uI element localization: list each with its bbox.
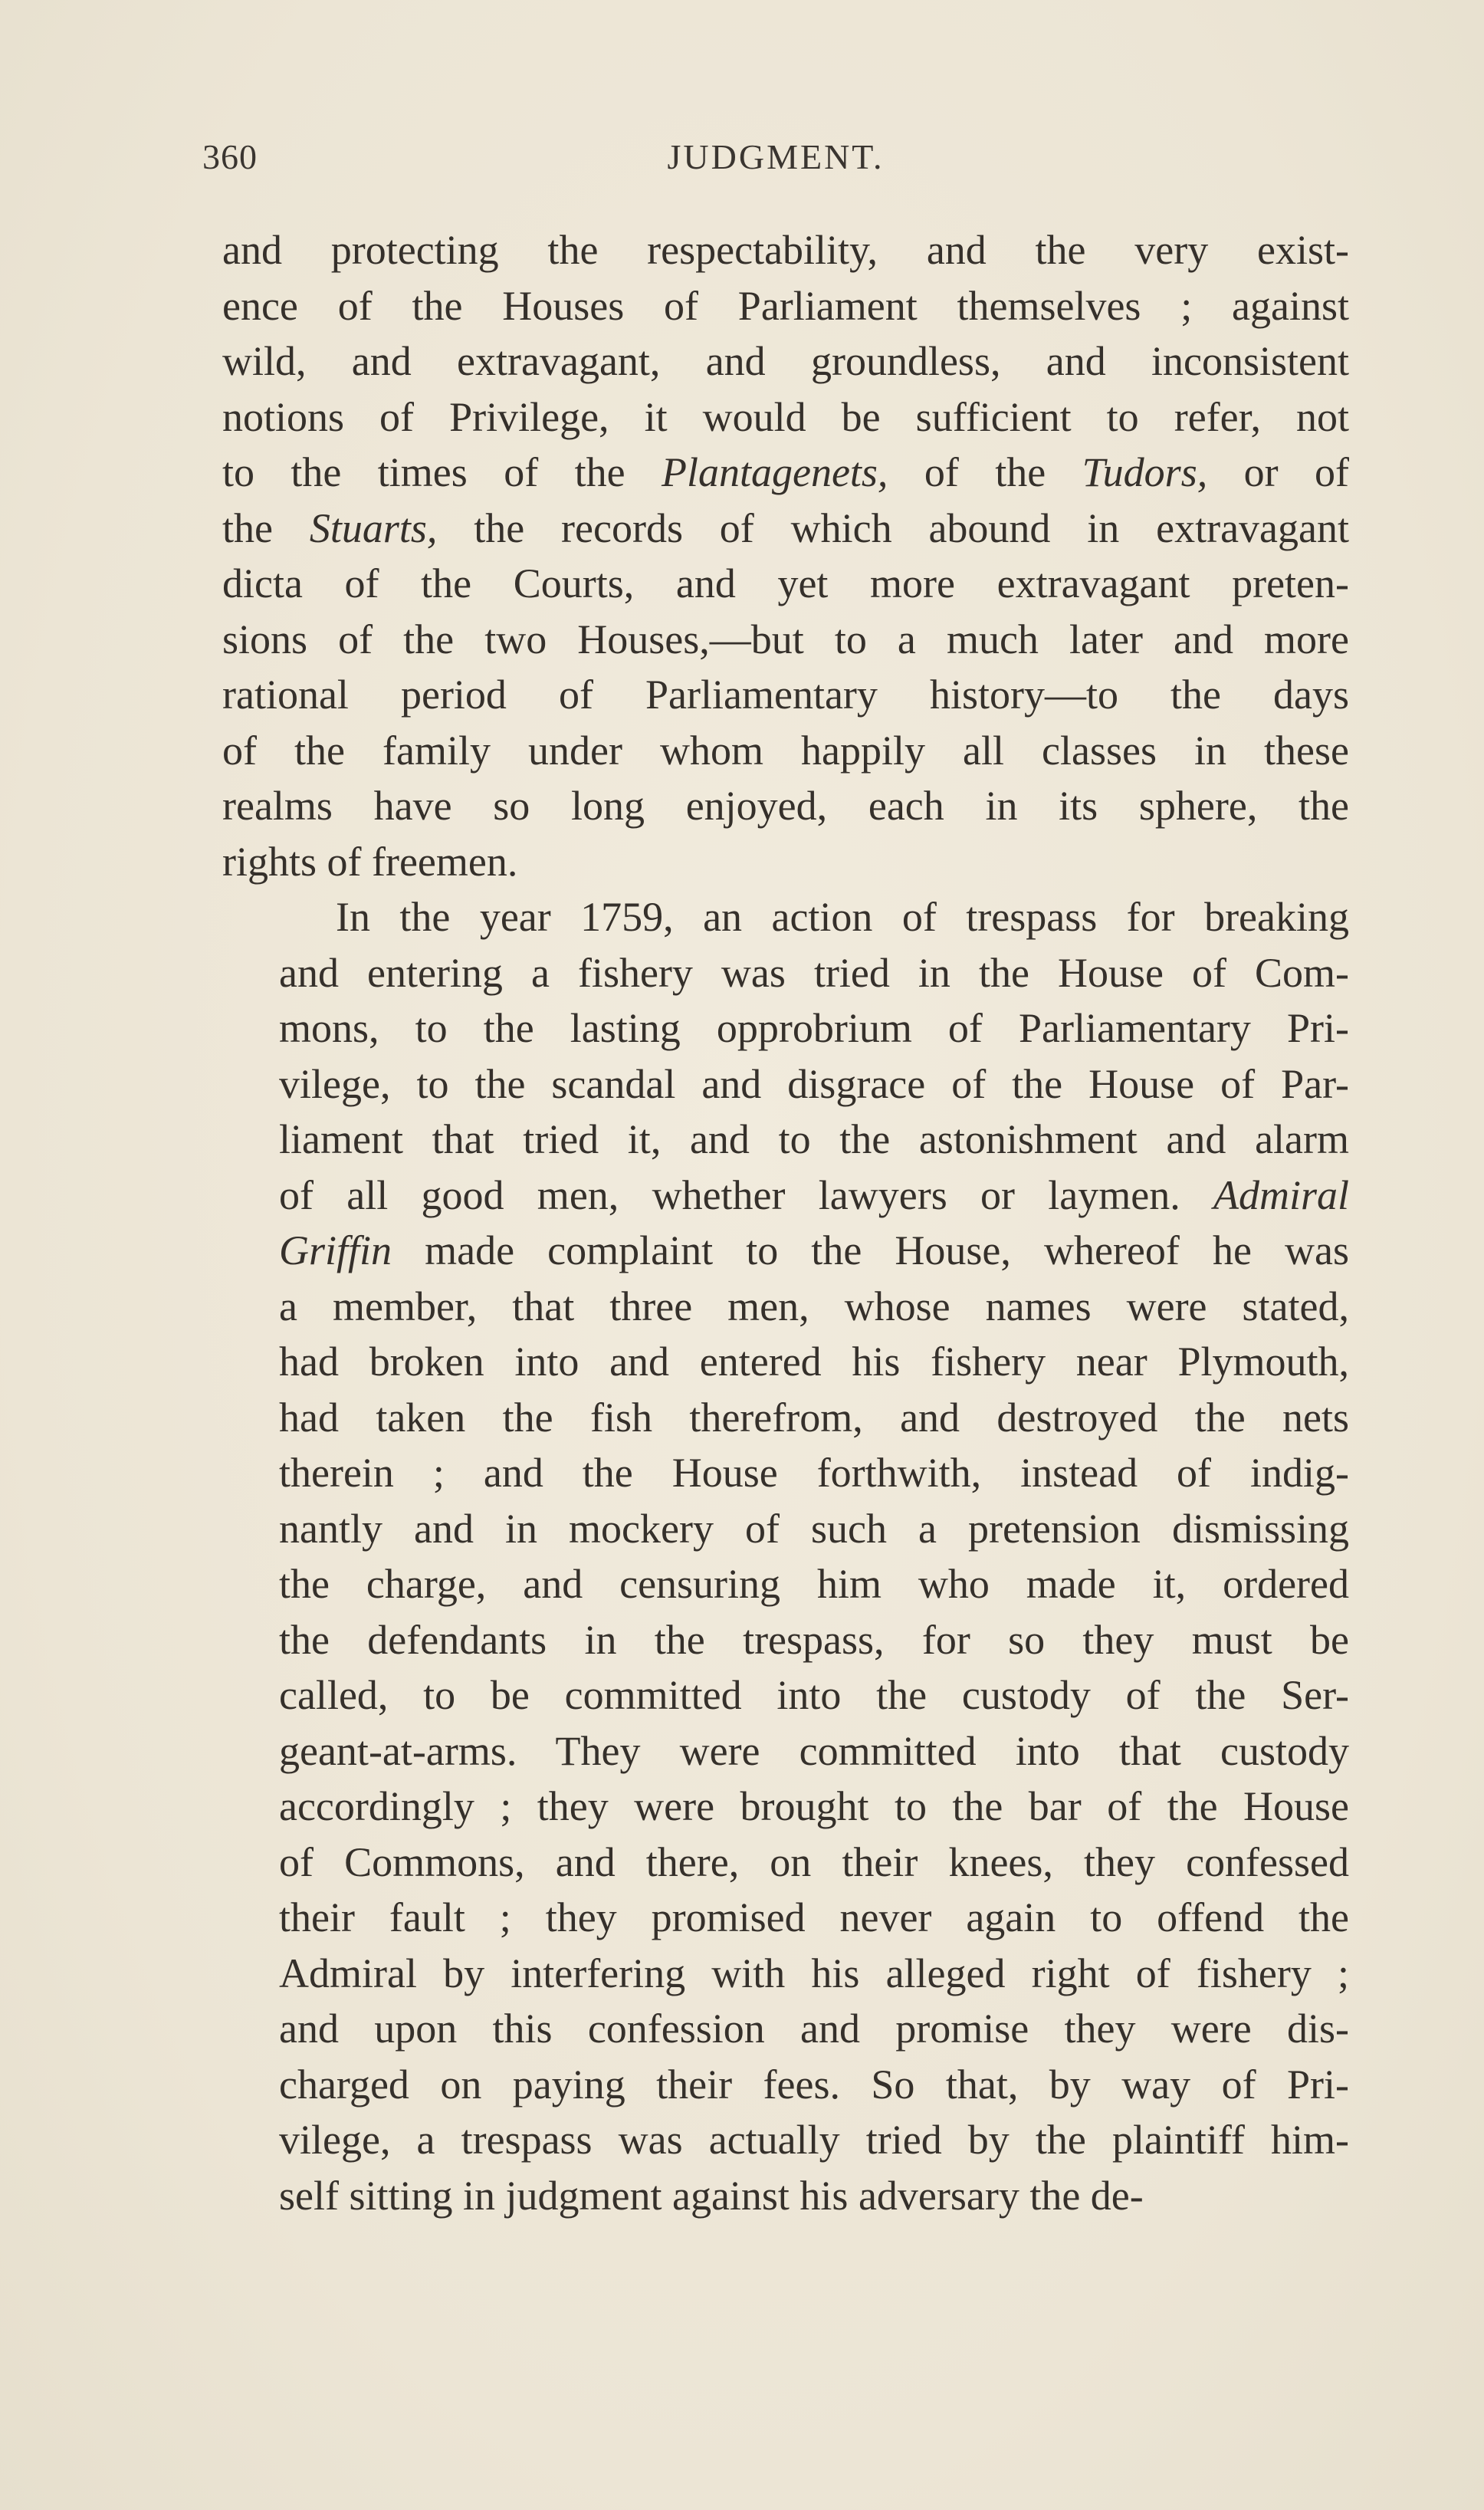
text-line: wild, and extravagant, and groundless, and inconsistent — [222, 338, 1349, 384]
text-line: charged on paying their fees. So that, by way of Pri- — [279, 2061, 1349, 2108]
text-line: Griffin made complaint to the House, whereof he was — [279, 1227, 1349, 1273]
text-line: and upon this confession and promise they were dis- — [279, 2006, 1349, 2052]
body-text — [222, 222, 1349, 2223]
text-line: had taken the fish therefrom, and destroyed the nets — [279, 1394, 1349, 1441]
text-line: of all good men, whether lawyers or laymen. Admiral — [279, 1171, 1349, 1218]
text-line: called, to be committed into the custody of the Ser- — [279, 1672, 1349, 1718]
italic-text: Griffin — [279, 1227, 392, 1273]
paragraph — [222, 222, 1349, 889]
text-line: their fault ; they promised never again to offend the — [279, 1894, 1349, 1940]
text-line: the Stuarts, the records of which abound in extravagant — [222, 504, 1349, 551]
text-line: vilege, to the scandal and disgrace of the House of Par- — [279, 1060, 1349, 1107]
text-line: vilege, a trespass was actually tried by the plaintiff him- — [279, 2117, 1349, 2163]
text-line: rights of freemen. — [222, 838, 518, 885]
text-line: In the year 1759, an action of trespass for breaking — [336, 894, 1349, 940]
text-line: liament that tried it, and to the astonishment and alarm — [279, 1116, 1349, 1162]
text-line: accordingly ; they were brought to the bar of the House — [279, 1783, 1349, 1829]
text-line: a member, that three men, whose names were stated, — [279, 1283, 1349, 1329]
text-line: and protecting the respectability, and the very exist- — [222, 227, 1349, 273]
text-line: of Commons, and there, on their knees, they confessed — [279, 1838, 1349, 1885]
paragraph — [222, 889, 1349, 2223]
text-line: the charge, and censuring him who made it, ordered — [279, 1561, 1349, 1607]
page-header — [202, 136, 1349, 190]
italic-text: Tudors, — [1082, 449, 1208, 495]
text-line: to the times of the Plantagenets, of the Tudors, or of — [222, 449, 1350, 495]
text-line: mons, to the lasting opprobrium of Parliamentary Pri- — [279, 1005, 1349, 1051]
text-line: geant-at-arms. They were committed into that custody — [279, 1727, 1349, 1774]
text-line: sions of the two Houses,—but to a much later and more — [222, 616, 1349, 662]
italic-text: Admiral — [1213, 1171, 1349, 1218]
text-line: and entering a fishery was tried in the House of Com- — [279, 949, 1349, 996]
text-line: of the family under whom happily all classes in these — [222, 727, 1349, 774]
text-line: notions of Privilege, it would be sufficient to refer, not — [222, 393, 1349, 440]
text-line: dicta of the Courts, and yet more extravagant preten- — [222, 560, 1349, 606]
page-number: 360 — [202, 137, 258, 176]
text-line: rational period of Parliamentary history—to the days — [222, 672, 1349, 718]
text-line: ence of the Houses of Parliament themselves ; against — [222, 282, 1349, 329]
text-line: self sitting in judgment against his adversary the de- — [279, 2172, 1144, 2219]
text-line: therein ; and the House forthwith, instead of indig- — [279, 1450, 1349, 1496]
text-line: Admiral by interfering with his alleged right of fishery ; — [279, 1950, 1349, 1996]
text-line: nantly and in mockery of such a pretension dismissing — [279, 1505, 1349, 1552]
italic-text: Plantagenets, — [661, 449, 888, 495]
text-line: realms have so long enjoyed, each in its sphere, the — [222, 783, 1349, 829]
italic-text: Stuarts, — [309, 504, 438, 551]
running-head: JUDGMENT. — [667, 137, 885, 176]
text-line: had broken into and entered his fishery near Plymouth, — [279, 1339, 1349, 1385]
text-line: the defendants in the trespass, for so they must be — [279, 1616, 1349, 1663]
